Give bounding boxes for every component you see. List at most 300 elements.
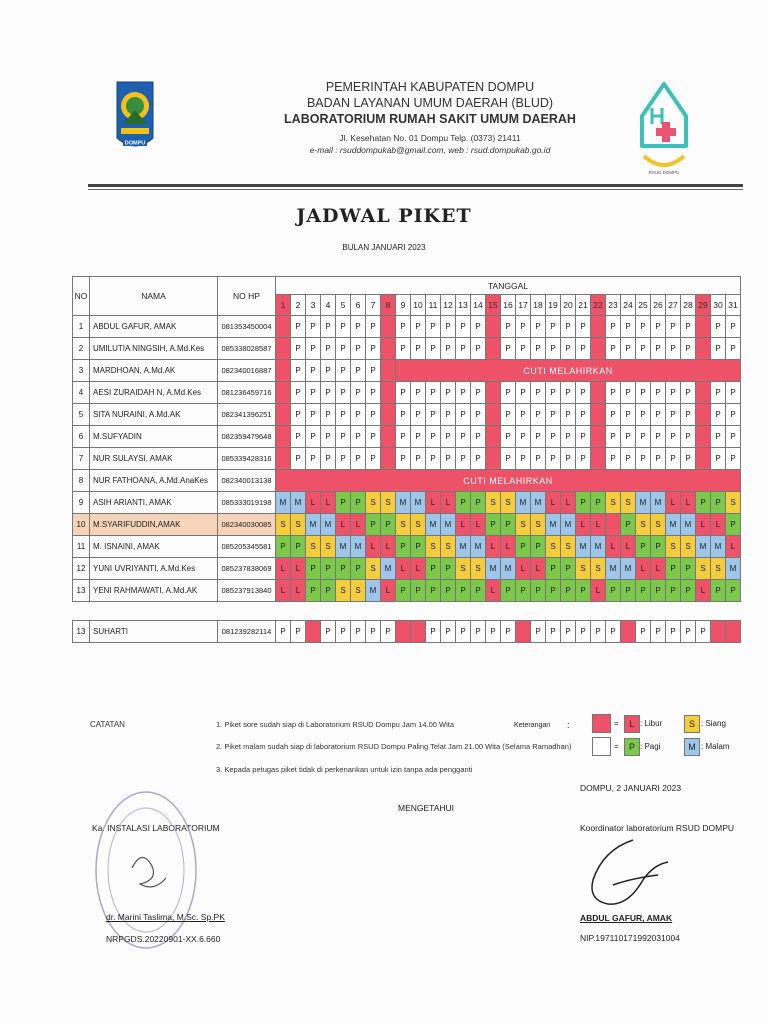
shift-cell: P: [711, 492, 726, 514]
shift-cell: L: [381, 580, 396, 602]
legend-eq-2: =: [614, 742, 619, 751]
shift-cell: S: [621, 492, 636, 514]
shift-cell: P: [576, 382, 591, 404]
shift-cell: L: [306, 492, 321, 514]
day-header: 7: [366, 295, 381, 316]
day-header: 22: [591, 295, 606, 316]
shift-cell: S: [321, 536, 336, 558]
shift-cell: P: [501, 382, 516, 404]
shift-cell: P: [531, 580, 546, 602]
shift-cell: P: [561, 621, 576, 643]
off-day-cell: [606, 514, 621, 536]
shift-cell: M: [366, 580, 381, 602]
shift-cell: P: [291, 426, 306, 448]
cell-hp: 082359479648: [218, 426, 276, 448]
off-day-cell: [381, 426, 396, 448]
header-hp: NO HP: [218, 277, 276, 316]
shift-cell: P: [651, 448, 666, 470]
note-3: 3. Kepada petugas piket tidak di perkenankan untuk izin tanpa ada pengganti: [216, 765, 473, 774]
shift-cell: P: [681, 558, 696, 580]
shift-cell: M: [411, 492, 426, 514]
shift-cell: P: [351, 404, 366, 426]
header-row-1: [73, 277, 741, 295]
shift-cell: P: [321, 338, 336, 360]
shift-cell: L: [606, 536, 621, 558]
dompu-crest-logo: [113, 80, 157, 176]
cell-nama: SUHARTI: [90, 621, 218, 643]
shift-cell: S: [441, 536, 456, 558]
shift-cell: P: [606, 338, 621, 360]
shift-cell: P: [546, 426, 561, 448]
shift-cell: P: [471, 338, 486, 360]
left-signatory-title: Ka. INSTALASI LABORATORIUM: [92, 823, 220, 833]
shift-cell: P: [606, 316, 621, 338]
shift-cell: P: [366, 448, 381, 470]
off-day-cell: [696, 448, 711, 470]
cell-no: 10: [73, 514, 90, 536]
shift-cell: P: [546, 580, 561, 602]
shift-cell: P: [501, 316, 516, 338]
shift-cell: P: [561, 448, 576, 470]
shift-cell: P: [456, 492, 471, 514]
off-day-cell: [381, 404, 396, 426]
shift-cell: P: [651, 316, 666, 338]
cell-no: 6: [73, 426, 90, 448]
shift-cell: L: [426, 492, 441, 514]
shift-cell: P: [621, 382, 636, 404]
shift-cell: P: [321, 621, 336, 643]
off-day-cell: [381, 316, 396, 338]
cell-hp: 085333019198: [218, 492, 276, 514]
table-row: [73, 360, 741, 382]
day-header: 19: [546, 295, 561, 316]
letterhead-rule-thick: [88, 184, 743, 187]
shift-cell: P: [726, 338, 741, 360]
cell-no: 4: [73, 382, 90, 404]
shift-cell: P: [591, 492, 606, 514]
off-day-cell: [276, 338, 291, 360]
shift-cell: S: [681, 536, 696, 558]
shift-cell: S: [471, 558, 486, 580]
off-day-cell: [591, 426, 606, 448]
left-signatory-name: dr. Marini Taslima, M.Sc. Sp.PK: [106, 912, 225, 922]
shift-cell: P: [621, 404, 636, 426]
legend-code-libur: L: [624, 715, 640, 733]
shift-cell: P: [366, 404, 381, 426]
shift-cell: P: [531, 448, 546, 470]
shift-cell: P: [666, 621, 681, 643]
shift-cell: P: [666, 382, 681, 404]
shift-cell: P: [696, 492, 711, 514]
shift-cell: L: [621, 536, 636, 558]
shift-cell: P: [531, 316, 546, 338]
off-day-cell: [396, 621, 411, 643]
day-header: 29: [696, 295, 711, 316]
off-day-cell: [411, 621, 426, 643]
cell-nama: ABDUL GAFUR, AMAK: [90, 316, 218, 338]
shift-cell: P: [516, 382, 531, 404]
legend-label-pagi: : Pagi: [640, 742, 661, 751]
off-day-cell: [696, 404, 711, 426]
shift-cell: P: [321, 404, 336, 426]
shift-cell: P: [411, 448, 426, 470]
shift-cell: L: [291, 558, 306, 580]
shift-cell: P: [726, 316, 741, 338]
cell-no: 13: [73, 621, 90, 643]
shift-cell: P: [426, 338, 441, 360]
shift-cell: P: [576, 426, 591, 448]
shift-cell: P: [441, 338, 456, 360]
shift-cell: P: [621, 426, 636, 448]
shift-cell: P: [666, 558, 681, 580]
shift-cell: M: [456, 536, 471, 558]
signature-icon: [583, 830, 673, 910]
shift-cell: L: [456, 514, 471, 536]
shift-cell: P: [366, 514, 381, 536]
shift-cell: P: [291, 404, 306, 426]
cell-nama: YENI RAHMAWATI, A.Md.AK: [90, 580, 218, 602]
shift-cell: P: [681, 426, 696, 448]
spacer-row: [73, 602, 741, 621]
shift-cell: P: [621, 580, 636, 602]
shift-cell: P: [546, 448, 561, 470]
shift-cell: P: [411, 382, 426, 404]
shift-cell: P: [456, 426, 471, 448]
off-day-cell: [591, 316, 606, 338]
shift-cell: P: [711, 338, 726, 360]
shift-cell: P: [561, 558, 576, 580]
shift-cell: P: [441, 448, 456, 470]
shift-cell: P: [636, 382, 651, 404]
cell-hp: 085339428316: [218, 448, 276, 470]
shift-cell: P: [531, 621, 546, 643]
shift-cell: M: [396, 492, 411, 514]
shift-cell: P: [396, 448, 411, 470]
off-day-cell: [381, 360, 396, 382]
shift-cell: P: [351, 492, 366, 514]
cell-nama: M.SYARIFUDDIN,AMAK: [90, 514, 218, 536]
shift-cell: P: [321, 360, 336, 382]
document-title: JADWAL PIKET: [296, 205, 472, 227]
shift-cell: P: [546, 621, 561, 643]
letterhead-line3: LABORATORIUM RUMAH SAKIT UMUM DAERAH: [284, 112, 576, 126]
legend-code-malam: M: [684, 738, 700, 756]
shift-cell: P: [336, 448, 351, 470]
shift-cell: L: [471, 514, 486, 536]
shift-cell: M: [726, 558, 741, 580]
shift-cell: P: [636, 580, 651, 602]
shift-cell: P: [501, 580, 516, 602]
day-header: 14: [471, 295, 486, 316]
shift-cell: M: [606, 558, 621, 580]
note-1: 1. Piket sore sudah siap di Laboratorium RSUD Dompu Jam 14.00 Wita: [216, 720, 455, 729]
cell-nama: NUR FATHOANA, A.Md.AnaKes: [90, 470, 218, 492]
shift-cell: S: [276, 514, 291, 536]
shift-cell: P: [441, 621, 456, 643]
shift-cell: M: [621, 558, 636, 580]
right-signatory-name: ABDUL GAFUR, AMAK: [580, 913, 673, 923]
dompu-logo-text: DOMPU: [124, 140, 146, 147]
shift-cell: P: [636, 316, 651, 338]
shift-cell: M: [291, 492, 306, 514]
shift-cell: P: [336, 316, 351, 338]
shift-cell: P: [336, 382, 351, 404]
legend-code-siang: S: [684, 715, 700, 733]
shift-cell: P: [501, 404, 516, 426]
shift-cell: P: [711, 316, 726, 338]
cell-nama: AESI ZURAIDAH N, A.Md.Kes: [90, 382, 218, 404]
shift-cell: P: [636, 448, 651, 470]
shift-cell: M: [666, 514, 681, 536]
shift-cell: P: [576, 316, 591, 338]
shift-cell: M: [591, 536, 606, 558]
shift-cell: P: [306, 382, 321, 404]
shift-cell: P: [501, 448, 516, 470]
shift-cell: P: [546, 382, 561, 404]
shift-cell: L: [276, 580, 291, 602]
shift-cell: P: [321, 382, 336, 404]
shift-cell: P: [291, 316, 306, 338]
shift-cell: L: [651, 558, 666, 580]
legend-swatch-libur: [592, 714, 611, 733]
off-day-cell: [516, 621, 531, 643]
shift-cell: P: [456, 404, 471, 426]
shift-cell: P: [636, 426, 651, 448]
shift-cell: P: [396, 382, 411, 404]
shift-cell: M: [336, 536, 351, 558]
shift-cell: L: [591, 580, 606, 602]
shift-cell: L: [336, 514, 351, 536]
shift-cell: P: [306, 316, 321, 338]
day-header: 10: [411, 295, 426, 316]
shift-cell: L: [501, 536, 516, 558]
shift-cell: S: [576, 558, 591, 580]
shift-cell: P: [666, 316, 681, 338]
shift-cell: S: [666, 536, 681, 558]
shift-cell: P: [471, 580, 486, 602]
shift-cell: P: [381, 621, 396, 643]
shift-cell: P: [516, 580, 531, 602]
shift-cell: P: [456, 382, 471, 404]
off-day-cell: [486, 338, 501, 360]
off-day-cell: [621, 621, 636, 643]
shift-cell: P: [426, 426, 441, 448]
shift-cell: P: [411, 316, 426, 338]
shift-cell: S: [651, 514, 666, 536]
shift-cell: P: [291, 448, 306, 470]
table-row: [73, 404, 741, 426]
shift-cell: P: [306, 338, 321, 360]
shift-cell: P: [636, 621, 651, 643]
shift-cell: P: [621, 514, 636, 536]
shift-cell: P: [546, 558, 561, 580]
shift-cell: P: [426, 621, 441, 643]
note-2: 2. Piket malam sudah siap di laboratorium RSUD Dompu Paling Telat Jam 21.00 Wita (Selama Ramadhan): [216, 742, 572, 751]
off-day-cell: [276, 404, 291, 426]
shift-cell: P: [576, 492, 591, 514]
cell-no: 1: [73, 316, 90, 338]
day-header: 1: [276, 295, 291, 316]
legend-eq-1: =: [614, 719, 619, 728]
shift-cell: P: [456, 580, 471, 602]
shift-cell: P: [351, 360, 366, 382]
shift-cell: P: [411, 536, 426, 558]
day-header: 11: [426, 295, 441, 316]
shift-cell: P: [351, 316, 366, 338]
table-row: [73, 448, 741, 470]
shift-cell: P: [276, 536, 291, 558]
shift-cell: P: [696, 621, 711, 643]
shift-cell: P: [636, 536, 651, 558]
shift-cell: P: [486, 514, 501, 536]
table-row: [73, 338, 741, 360]
shift-cell: P: [561, 580, 576, 602]
day-header: 24: [621, 295, 636, 316]
shift-cell: L: [711, 514, 726, 536]
shift-cell: S: [486, 492, 501, 514]
shift-cell: L: [366, 536, 381, 558]
shift-cell: P: [426, 382, 441, 404]
letterhead-line2: BADAN LAYANAN UMUM DAERAH (BLUD): [306, 96, 554, 110]
day-header: 25: [636, 295, 651, 316]
shift-cell: P: [666, 580, 681, 602]
shift-cell: P: [351, 426, 366, 448]
mengetahui-label: MENGETAHUI: [398, 803, 455, 813]
day-header: 17: [516, 295, 531, 316]
off-day-cell: [696, 338, 711, 360]
shift-cell: P: [396, 316, 411, 338]
shift-cell: P: [291, 536, 306, 558]
cell-nama: YUNI UVRIYANTI, A.Md.Kes: [90, 558, 218, 580]
shift-cell: S: [381, 492, 396, 514]
day-header: 13: [456, 295, 471, 316]
off-day-cell: [276, 426, 291, 448]
shift-cell: P: [396, 338, 411, 360]
shift-cell: L: [696, 580, 711, 602]
shift-cell: P: [516, 536, 531, 558]
table-row: [73, 316, 741, 338]
shift-cell: P: [546, 338, 561, 360]
shift-cell: P: [471, 404, 486, 426]
shift-cell: L: [546, 492, 561, 514]
shift-cell: P: [711, 580, 726, 602]
shift-cell: P: [711, 426, 726, 448]
keterangan-colon: :: [567, 720, 570, 730]
shift-cell: P: [351, 448, 366, 470]
shift-cell: M: [561, 514, 576, 536]
shift-cell: P: [471, 382, 486, 404]
cell-hp: 085205345581: [218, 536, 276, 558]
shift-cell: P: [471, 426, 486, 448]
off-day-cell: [486, 448, 501, 470]
cell-no: 12: [73, 558, 90, 580]
off-day-cell: [591, 404, 606, 426]
cell-nama: M. ISNAINI, AMAK: [90, 536, 218, 558]
shift-cell: P: [636, 404, 651, 426]
shift-cell: S: [636, 514, 651, 536]
off-day-cell: [726, 621, 741, 643]
cell-hp: 085237913840: [218, 580, 276, 602]
shift-cell: P: [501, 338, 516, 360]
shift-cell: L: [381, 536, 396, 558]
spacer-cell: [73, 602, 741, 621]
table-row: [73, 470, 741, 492]
shift-cell: P: [531, 404, 546, 426]
shift-cell: P: [666, 426, 681, 448]
shift-cell: P: [621, 338, 636, 360]
letterhead: [250, 80, 610, 155]
shift-cell: P: [456, 316, 471, 338]
shift-cell: P: [651, 404, 666, 426]
cell-no: 5: [73, 404, 90, 426]
shift-cell: P: [336, 426, 351, 448]
shift-cell: P: [321, 558, 336, 580]
shift-cell: S: [531, 514, 546, 536]
shift-cell: M: [576, 536, 591, 558]
shift-cell: M: [501, 558, 516, 580]
legend-label-siang: : Siang: [701, 719, 726, 728]
shift-cell: P: [666, 338, 681, 360]
shift-cell: P: [726, 382, 741, 404]
shift-cell: P: [501, 514, 516, 536]
day-header: 9: [396, 295, 411, 316]
off-day-cell: [486, 404, 501, 426]
shift-cell: P: [531, 536, 546, 558]
shift-cell: M: [276, 492, 291, 514]
shift-cell: S: [366, 492, 381, 514]
letterhead-address: Jl. Kesehatan No. 01 Dompu Telp. (0373) 21411: [339, 133, 521, 143]
shift-cell: P: [651, 580, 666, 602]
shift-cell: L: [696, 514, 711, 536]
shift-cell: M: [651, 492, 666, 514]
shift-cell: P: [636, 338, 651, 360]
cell-hp: 085237838069: [218, 558, 276, 580]
shift-cell: P: [516, 338, 531, 360]
shift-cell: P: [471, 448, 486, 470]
shift-cell: P: [366, 426, 381, 448]
shift-cell: P: [336, 404, 351, 426]
off-day-cell: [696, 382, 711, 404]
shift-cell: M: [531, 492, 546, 514]
shift-cell: P: [306, 580, 321, 602]
shift-cell: P: [651, 621, 666, 643]
shift-cell: P: [606, 426, 621, 448]
cell-hp: 082340016887: [218, 360, 276, 382]
shift-cell: L: [561, 492, 576, 514]
shift-cell: L: [396, 558, 411, 580]
off-day-cell: [306, 621, 321, 643]
table-row: [73, 382, 741, 404]
shift-cell: P: [366, 621, 381, 643]
shift-cell: P: [426, 580, 441, 602]
shift-cell: P: [576, 338, 591, 360]
shift-cell: P: [531, 382, 546, 404]
header-tanggal: TANGGAL: [276, 277, 741, 295]
day-header: 3: [306, 295, 321, 316]
cell-nama: MARDHOAN, A.Md.AK: [90, 360, 218, 382]
cell-hp: 081353450004: [218, 316, 276, 338]
shift-cell: S: [606, 492, 621, 514]
off-day-cell: [276, 316, 291, 338]
shift-cell: P: [336, 492, 351, 514]
shift-cell: P: [561, 404, 576, 426]
shift-cell: P: [726, 404, 741, 426]
shift-cell: L: [531, 558, 546, 580]
shift-cell: P: [516, 404, 531, 426]
shift-cell: P: [651, 382, 666, 404]
shift-cell: P: [486, 621, 501, 643]
shift-cell: S: [396, 514, 411, 536]
